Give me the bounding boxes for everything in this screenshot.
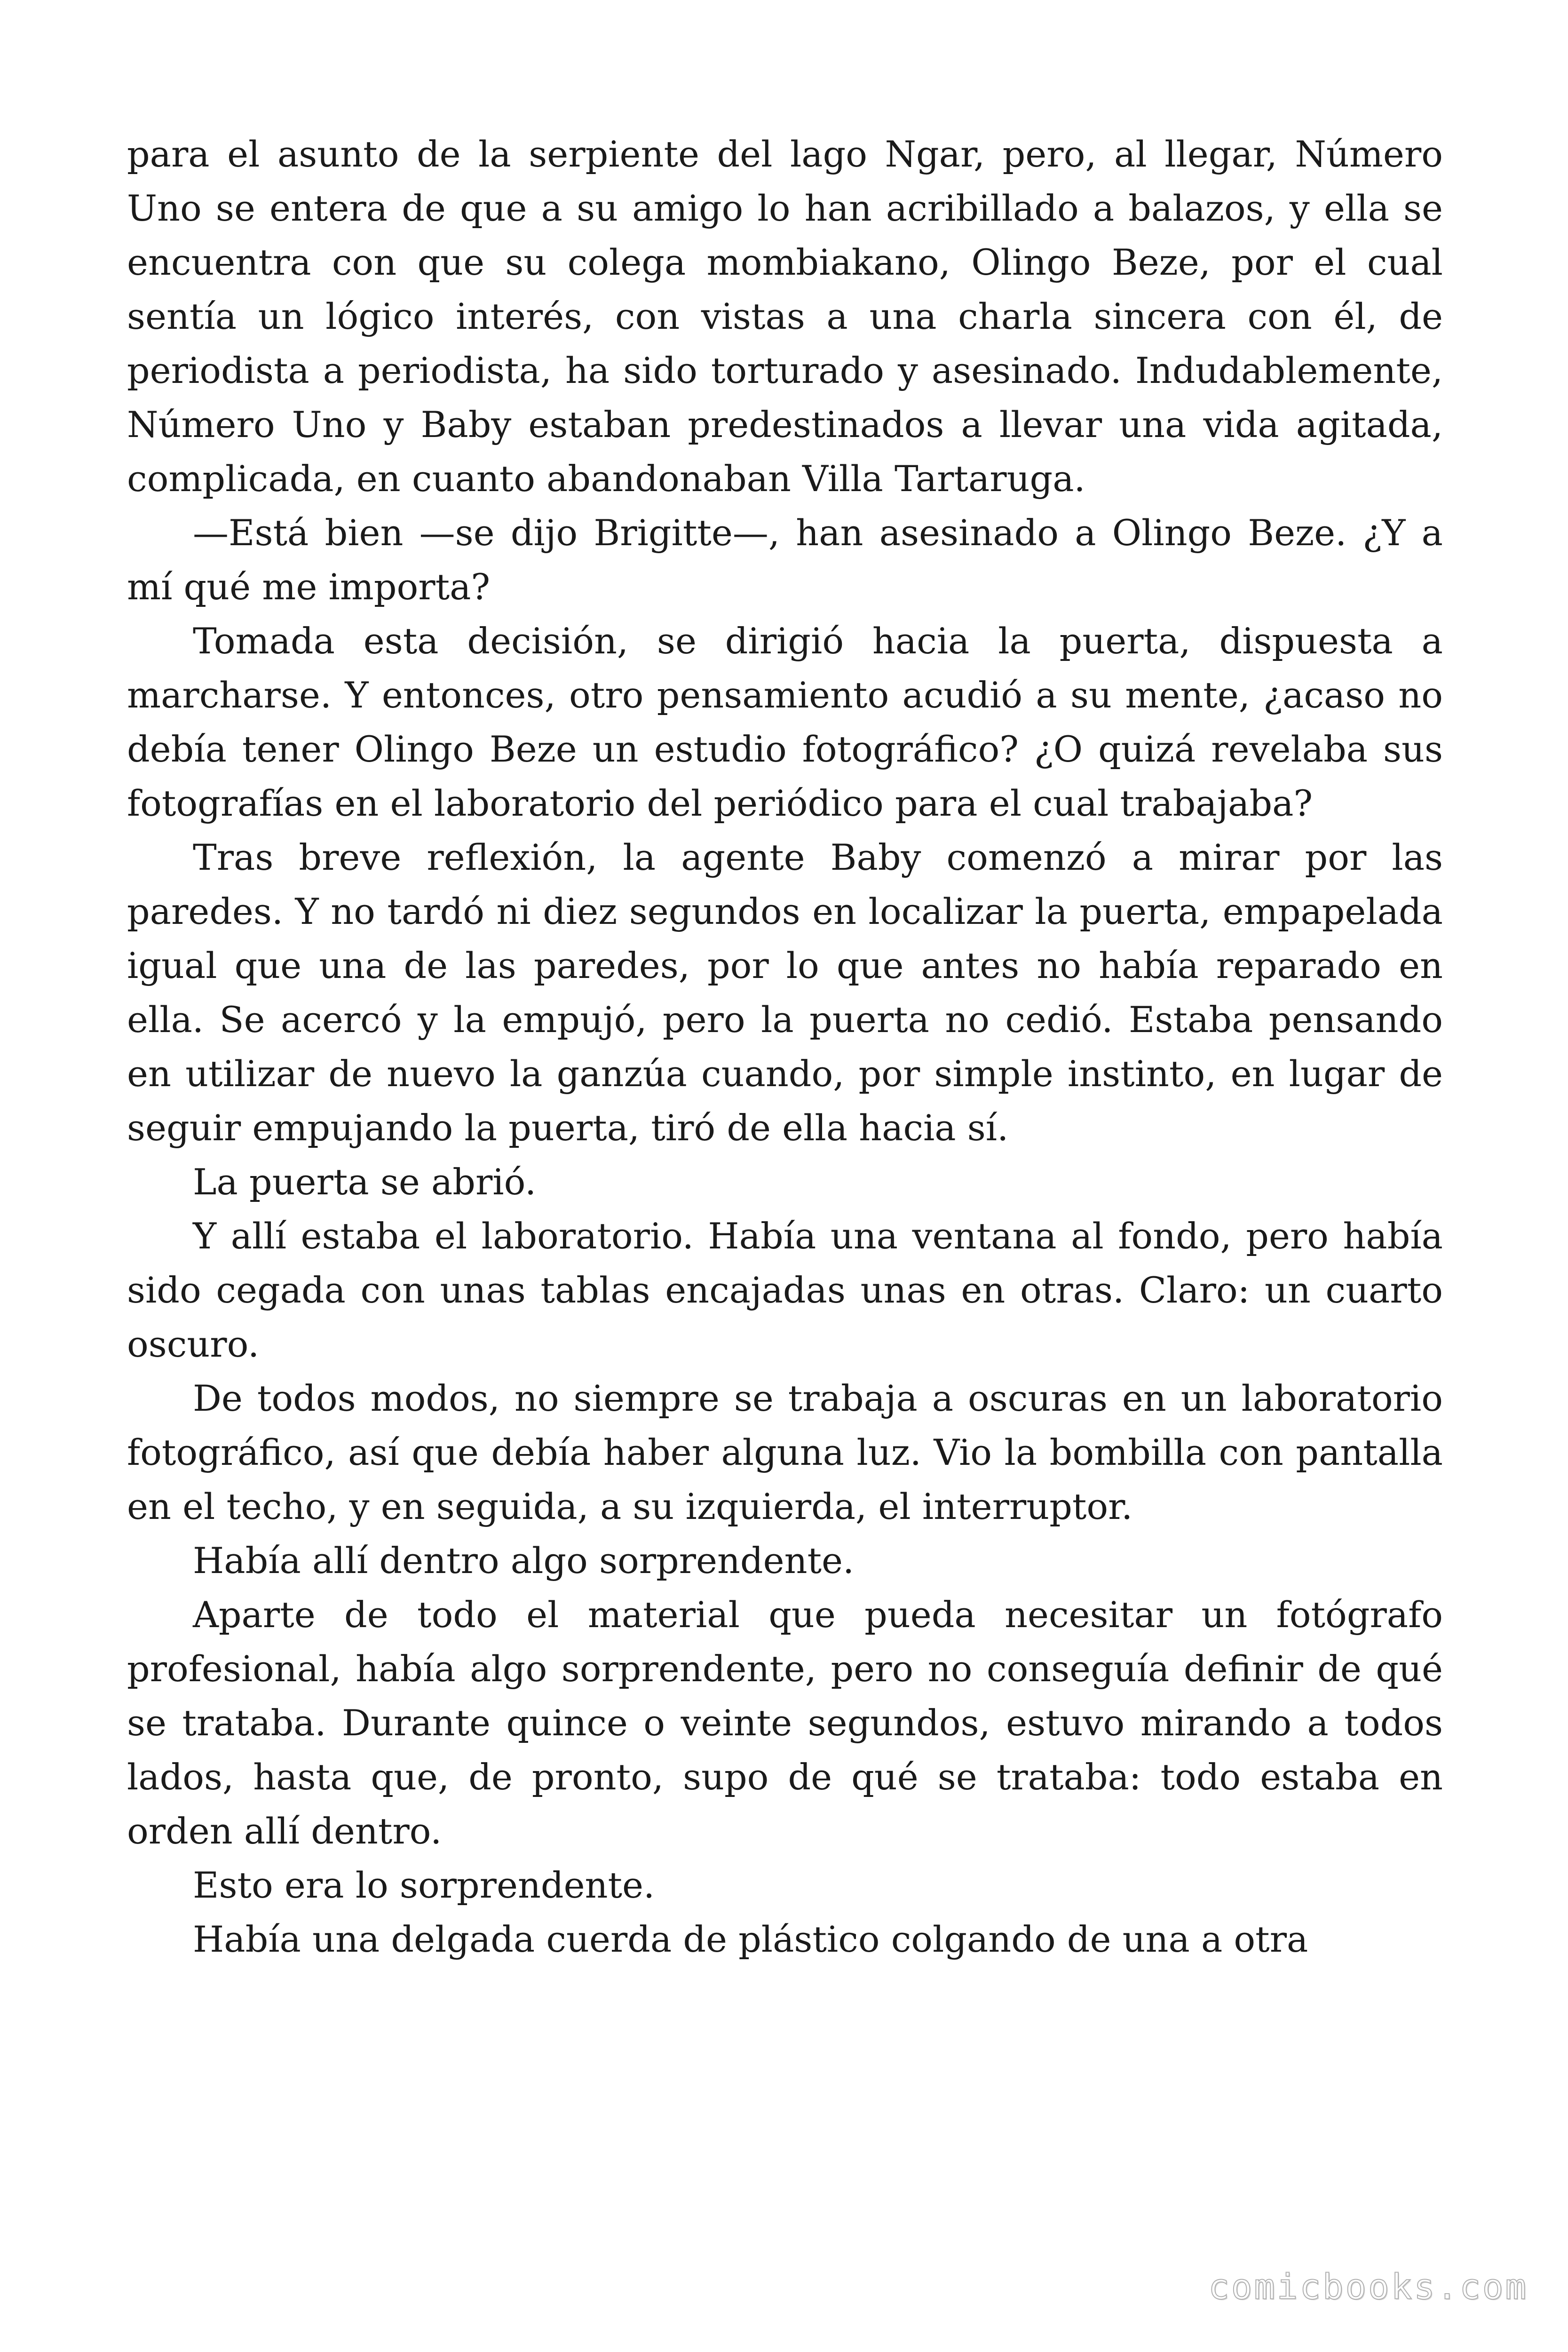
paragraph: Tomada esta decisión, se dirigió hacia la puerta, dispuesta a marcharse. Y entonces, otro pensamiento acudió a su mente, ¿acaso no debía tener Olingo Beze un estudio fotográfico? ¿O quizá revelaba sus fotografías en el laboratorio del periódico para el cual trabajaba? [127, 620, 1443, 824]
paragraph: Esto era lo sorprendente. [193, 1864, 655, 1906]
paragraph: —Está bien —se dijo Brigitte—, han asesinado a Olingo Beze. ¿Y a mí qué me importa? [127, 512, 1443, 608]
paragraph: La puerta se abrió. [193, 1161, 537, 1203]
paragraph: De todos modos, no siempre se trabaja a oscuras en un laboratorio fotográfico, así que debía haber alguna luz. Vio la bombilla con pantalla en el techo, y en seguida, a su izquierda, el interruptor. [127, 1377, 1443, 1527]
site-watermark: comicbooks.com [1208, 2267, 1528, 2307]
paragraph: Había allí dentro algo sorprendente. [193, 1540, 855, 1581]
paragraph: Tras breve reflexión, la agente Baby comenzó a mirar por las paredes. Y no tardó ni diez segundos en localizar la puerta, empapelada igual que una de las paredes, por lo que antes no había reparado en ella. Se acercó y la empujó, pero la puerta no cedió. Estaba pensando en utilizar de nuevo la ganzúa cuando, por simple instinto, en lugar de seguir empujando la puerta, tiró de ella hacia sí. [127, 836, 1443, 1149]
paragraph: Aparte de todo el material que pueda necesitar un fotógrafo profesional, había algo sorprendente, pero no conseguía definir de qué se trataba. Durante quince o veinte segundos, estuvo mirando a todos lados, hasta que, de pronto, supo de qué se trataba: todo estaba en orden allí dentro. [127, 1594, 1443, 1852]
paragraph-last-line: Había una delgada cuerda de plástico colgando de una a otra [193, 1918, 1308, 1960]
paragraph: para el asunto de la serpiente del lago Ngar, pero, al llegar, Número Uno se entera de que a su amigo lo han acribillado a balazos, y ella se encuentra con que su colega mombiakano, Olingo Beze, por el cual sentía un lógico interés, con vistas a una charla sincera con él, de periodista a periodista, ha sido torturado y asesinado. Indudablemente, Número Uno y Baby estaban predestinados a llevar una vida agitada, complicada, en cuanto abandonaban Villa Tartaruga. [127, 133, 1443, 500]
book-page-body [127, 127, 1443, 1966]
paragraph: Y allí estaba el laboratorio. Había una ventana al fondo, pero había sido cegada con unas tablas encajadas unas en otras. Claro: un cuarto oscuro. [127, 1215, 1443, 1365]
